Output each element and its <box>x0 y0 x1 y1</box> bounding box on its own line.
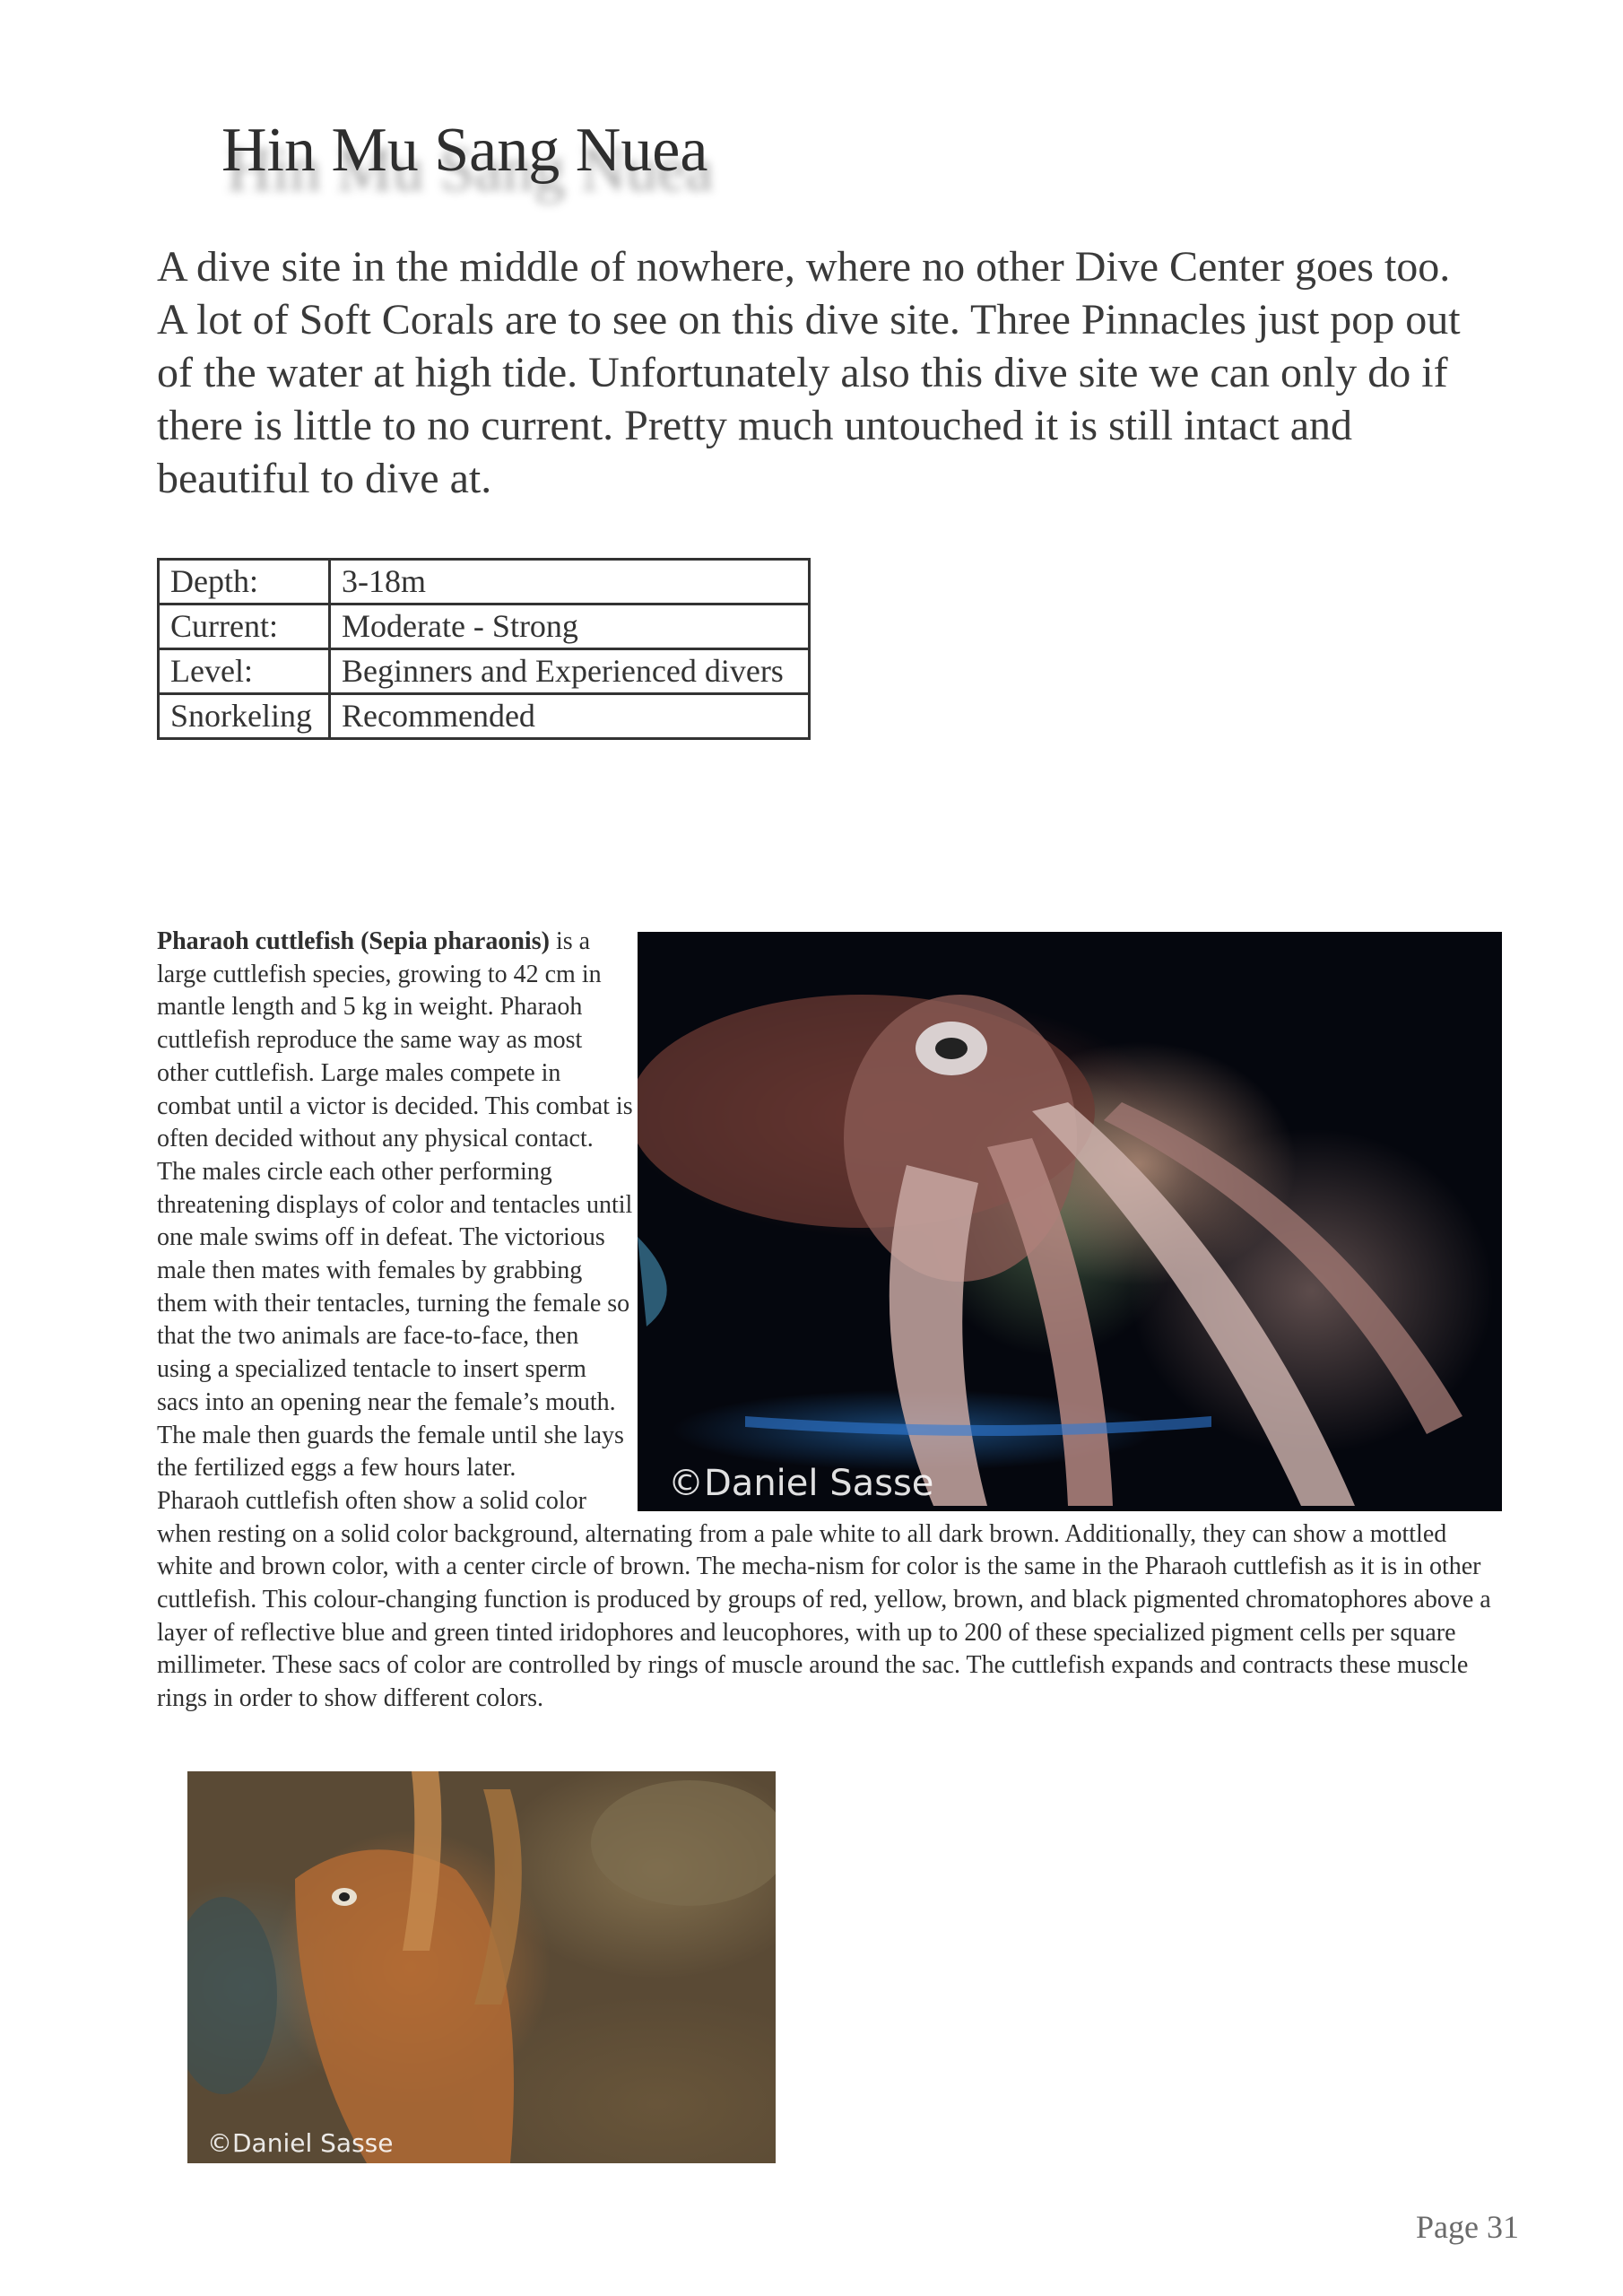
paragraph-text: Pharaoh cuttlefish often show a solid color when resting on a solid color background, alternating from a pale white to all dark brown. Additionally, they can show a mottled white and brown color, with a center circle of brown. The mecha-nism for color is the same in the Pharaoh cuttlefish as it is in other cuttlefish. This colour-changing function is produced by groups of red, yellow, brown, and black pigmented chromatophores above a layer of reflective blue and green tinted iridophores and leucophores, with up to 200 of these specialized pigment cells per square millimeter. These sacs of color are controlled by rings of muscle around the sac. The cuttlefish expands and contracts these muscle rings in order to show different colors. <box>157 1486 1491 1713</box>
page-title: Hin Mu Sang Nuea <box>221 116 708 185</box>
page-number: Page 31 <box>1416 2209 1519 2245</box>
photo-credit: ©Daniel Sasse <box>668 1463 934 1505</box>
photo-credit: ©Daniel Sasse <box>207 2128 394 2158</box>
level-value: Beginners and Experienced divers <box>330 649 810 694</box>
depth-label: Depth: <box>159 560 330 604</box>
table-row <box>159 560 810 604</box>
cuttlefish-photo-black-background <box>638 932 1502 1511</box>
table-row <box>159 694 810 739</box>
current-label: Current: <box>159 604 330 649</box>
intro-paragraph: A dive site in the middle of nowhere, where no other Dive Center goes too. A lot of Soft Corals are to see on this dive site. Three Pinnacles just pop out of the water at high tide. Unfortunately also this dive site we can only do if there is little to no current. Pretty much untouched it is still intact and beautiful to dive at. <box>157 243 1461 502</box>
snorkeling-label: Snorkeling <box>159 694 330 739</box>
cuttlefish-illustration <box>638 932 1502 1511</box>
article-body <box>157 926 1502 1716</box>
cuttlefish-reef-illustration <box>187 1771 776 2163</box>
paragraph-text: is a large cuttlefish species, growing to 42 cm in mantle length and 5 kg in weight. Pharaoh cuttlefish reproduce the same way as most other cuttlefish. Large males compete in combat until a victor is decided. This combat is often decided without any physical contact. The males circle each other performing threatening displays of color and tentacles until one male swims off in defeat. The victorious male then mates with females by grabbing them with their tentacles, turning the female so that the two animals are face-to-face, then using a specialized tentacle to insert sperm sacs into an opening near the female’s mouth. The male then guards the female until she lays the fertilized eggs a few hours later. <box>157 927 633 1483</box>
table-row <box>159 604 810 649</box>
depth-value: 3-18m <box>330 560 810 604</box>
table-row <box>159 649 810 694</box>
dive-info-table <box>157 558 811 740</box>
snorkeling-value: Recommended <box>330 694 810 739</box>
species-name: Pharaoh cuttlefish (Sepia pharaonis) <box>157 927 550 955</box>
level-label: Level: <box>159 649 330 694</box>
cuttlefish-photo-reef <box>187 1771 776 2163</box>
current-value: Moderate - Strong <box>330 604 810 649</box>
